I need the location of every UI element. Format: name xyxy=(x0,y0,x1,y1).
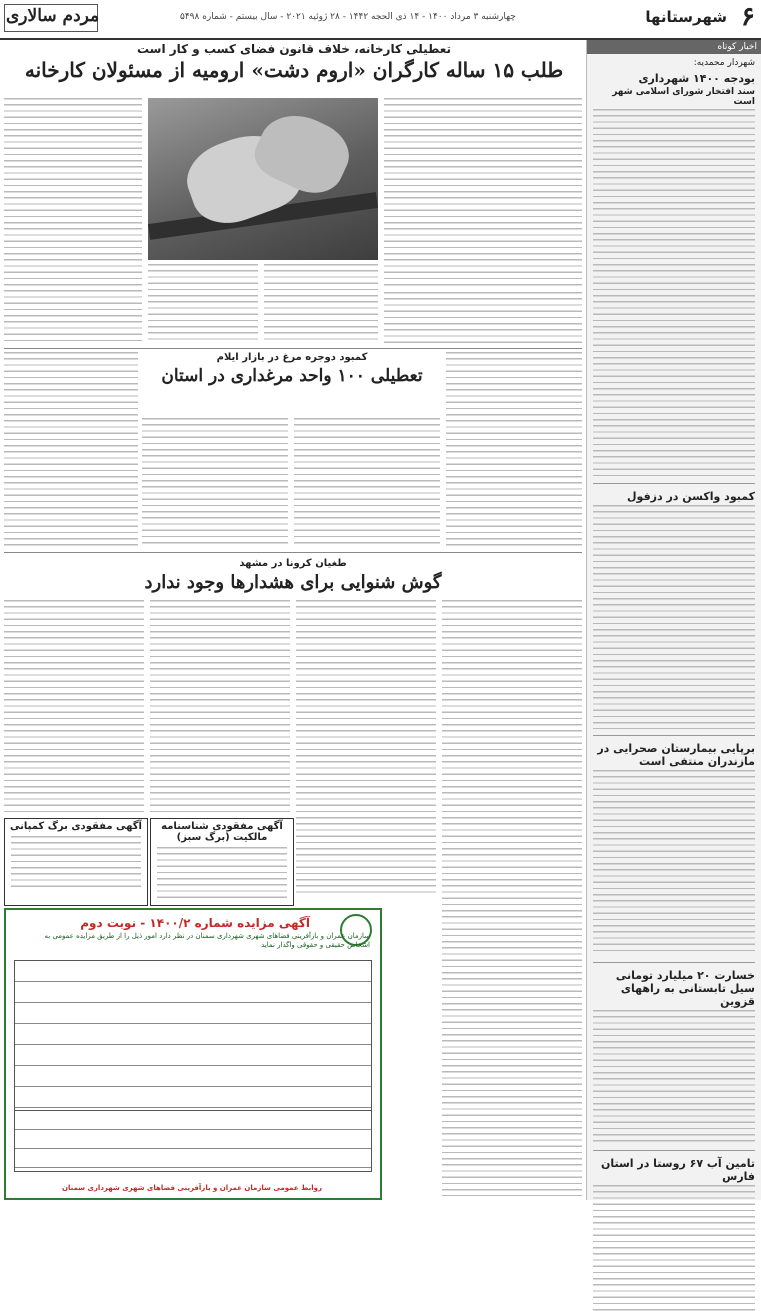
brief-headline: کمبود واکسن در دزفول xyxy=(627,490,755,503)
brief-body xyxy=(593,1185,755,1311)
lead-body-col xyxy=(148,264,258,344)
workers-gloves-photo xyxy=(148,98,378,260)
dateline: چهارشنبه ۳ مرداد ۱۴۰۰ - ۱۴ ذی الحجه ۱۴۴۲ - ۲۸ ژوئیه ۲۰۲۱ - سال بیستم - شماره ۵۴۹۸ xyxy=(180,12,516,22)
story-body-col xyxy=(142,418,288,546)
story-headline: تعطیلی ۱۰۰ واحد مرغداری در استان xyxy=(161,366,423,386)
brief-kicker: شهردار محمدیه: xyxy=(693,58,755,68)
brief-headline: خسارت ۲۰ میلیارد تومانی سیل تابستانی به راههای قزوین xyxy=(615,969,755,1008)
section-title: شهرستانها xyxy=(645,8,727,26)
auction-title: آگهی مزایده شماره ۱۴۰۰/۲ - نوبت دوم xyxy=(80,916,310,930)
story-kicker: طغیان کرونا در مشهد xyxy=(239,558,347,569)
brief-body xyxy=(593,1010,755,1144)
divider xyxy=(4,552,582,553)
auction-ad xyxy=(4,908,382,1200)
auction-footer: روابط عمومی سازمان عمران و بازآفرینی فضاهای شهری شهرداری سمنان xyxy=(62,1184,322,1192)
news-in-brief-column xyxy=(586,40,761,1200)
brief-headline: برپایی بیمارستان صحرایی در مازندران منتفی است xyxy=(597,742,755,768)
ad-body xyxy=(11,836,141,892)
auction-table-2 xyxy=(14,1110,372,1172)
brief-headline: بودجه ۱۴۰۰ شهرداری xyxy=(638,72,755,85)
lead-body-col xyxy=(264,264,378,344)
lead-body-col xyxy=(4,98,142,342)
auction-table xyxy=(14,960,372,1132)
brief-subheadline: سند افتخار شورای اسلامی شهر است xyxy=(612,87,755,107)
ad-title: آگهی مفقودی شناسنامه مالکیت (برگ سبز) xyxy=(161,821,283,843)
story-kicker: کمبود دوجره مرغ در بازار ایلام xyxy=(216,352,368,363)
lead-body-col xyxy=(384,98,582,288)
lead-headline: طلب ۱۵ ساله کارگران «اروم دشت» ارومیه از مسئولان کارخانه xyxy=(24,58,564,82)
lead-body-col xyxy=(384,292,582,344)
story-body-col xyxy=(446,352,582,546)
ad-body xyxy=(157,847,287,903)
divider xyxy=(593,962,755,963)
brief-headline: تامین آب ۶۷ روستا در استان فارس xyxy=(600,1157,755,1183)
story-headline: گوش شنوایی برای هشدارها وجود ندارد xyxy=(144,572,442,593)
story-body-col xyxy=(442,600,582,1196)
brief-body xyxy=(593,770,755,956)
masthead-logo: مردم سالاری xyxy=(6,6,100,26)
lost-document-ad xyxy=(150,818,294,906)
auction-subtitle: سازمان عمران و بازآفرینی فضاهای شهری شهرداری سمنان در نظر دارد امور ذیل را از طریق مزایده عمومی به اشخاص حقیقی و حقوقی واگذار نماید xyxy=(44,932,370,949)
divider xyxy=(4,348,582,349)
divider xyxy=(593,735,755,736)
lead-kicker: تعطیلی کارخانه، خلاف قانون فضای کسب و کار است xyxy=(136,42,452,56)
page-number: ۶ xyxy=(741,2,755,32)
column-label: اخبار کوتاه xyxy=(587,40,761,54)
ad-title: آگهی مفقودی برگ کمپانی xyxy=(9,821,142,832)
story-body-col xyxy=(150,600,290,812)
lost-document-ad xyxy=(4,818,148,906)
story-body-col xyxy=(4,600,144,812)
story-body-col xyxy=(4,352,138,546)
page-header xyxy=(0,0,761,40)
divider xyxy=(593,1150,755,1151)
brief-body xyxy=(593,109,755,477)
brief-body xyxy=(593,505,755,729)
divider xyxy=(593,483,755,484)
story-body-col xyxy=(294,418,440,546)
story-body-col xyxy=(296,600,436,896)
